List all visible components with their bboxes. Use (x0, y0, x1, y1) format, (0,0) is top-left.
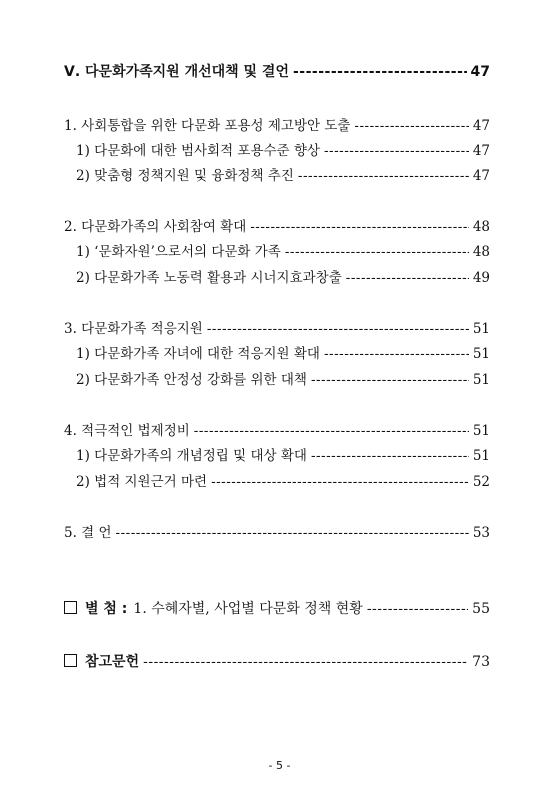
toc-subsection-3-2[interactable] (76, 371, 490, 389)
toc-entry-title: 2) 맞춤형 정책지원 및 융화정책 추진 (76, 168, 294, 184)
toc-entry-page: 51 (472, 372, 490, 388)
toc-subsection-2-1[interactable] (76, 243, 490, 261)
toc-entry-page: 47 (472, 118, 490, 134)
toc-entry-page: 51 (472, 321, 490, 337)
toc-subsection-2-2[interactable] (76, 269, 490, 287)
toc-subsection-1-1[interactable] (76, 142, 490, 160)
toc-entry-title: 2) 법적 지원근거 마련 (76, 474, 208, 490)
toc-chapter-title: Ⅴ. 다문화가족지원 개선대책 및 결언 (64, 64, 289, 80)
page-number: - 5 - (268, 759, 291, 772)
toc-entry-page: 47 (472, 168, 490, 184)
toc-leader (143, 653, 468, 671)
toc-leader (116, 524, 469, 542)
toc-entry-title: 4. 적극적인 법제정비 (64, 423, 190, 439)
references-page: 73 (472, 654, 490, 670)
appendix-label: 별 첨 : (85, 601, 128, 617)
toc-entry-page: 52 (472, 474, 490, 490)
toc-entry-title: 3. 다문화가족 적응지원 (64, 321, 203, 337)
toc-section-2[interactable] (64, 218, 490, 236)
toc-entry-page: 48 (472, 244, 490, 260)
toc-subsection-3-1[interactable] (76, 345, 490, 363)
toc-leader (250, 218, 469, 236)
toc-entry-title: 1) 다문화가족의 개념정립 및 대상 확대 (76, 448, 307, 464)
toc-appendix[interactable] (64, 600, 490, 618)
toc-leader (311, 371, 469, 389)
toc-leader (194, 422, 469, 440)
toc-entry-page: 51 (472, 346, 490, 362)
toc-leader (346, 269, 469, 287)
toc-leader (207, 320, 469, 338)
toc-leader (211, 473, 469, 491)
toc-entry-page: 51 (472, 423, 490, 439)
toc-subsection-4-1[interactable] (76, 447, 490, 465)
toc-leader (298, 167, 469, 185)
appendix-title: 1. 수혜자별, 사업별 다문화 정책 현황 (133, 601, 363, 617)
toc-entry-title: 2) 다문화가족 노동력 활용과 시너지효과창출 (76, 270, 342, 286)
toc-leader (311, 447, 469, 465)
references-label: 참고문헌 (85, 654, 140, 670)
toc-entry-page: 51 (472, 448, 490, 464)
toc-leader (367, 600, 468, 618)
toc-entry-title: 1) ‘문화자원’으로서의 다문화 가족 (76, 244, 281, 260)
toc-leader (354, 117, 468, 135)
toc-entry-page: 49 (472, 270, 490, 286)
toc-section-4[interactable] (64, 422, 490, 440)
toc-entry-page: 48 (472, 219, 490, 235)
toc-chapter-page: 47 (470, 64, 490, 80)
toc-section-1[interactable] (64, 117, 490, 135)
toc-entry-title: 1) 다문화가족 자녀에 대한 적응지원 확대 (76, 346, 320, 362)
toc-leader (324, 142, 469, 160)
toc-references[interactable] (64, 653, 490, 671)
toc-entry-title: 2. 다문화가족의 사회참여 확대 (64, 219, 247, 235)
toc-entry-title: 5. 결 언 (64, 525, 112, 541)
toc-entry-page: 53 (472, 525, 490, 541)
toc-entry-title: 2) 다문화가족 안정성 강화를 위한 대책 (76, 372, 307, 388)
toc-entry-title: 1. 사회통합을 위한 다문화 포용성 제고방안 도출 (64, 118, 351, 134)
toc-chapter[interactable] (64, 63, 490, 81)
toc-section-5[interactable] (64, 524, 490, 542)
toc-leader (285, 243, 469, 261)
toc-entry-page: 47 (472, 143, 490, 159)
toc-entry-title: 1) 다문화에 대한 범사회적 포용수준 향상 (76, 143, 320, 159)
toc-subsection-4-2[interactable] (76, 473, 490, 491)
square-bullet-icon (64, 654, 77, 667)
square-bullet-icon (64, 601, 77, 614)
toc-leader (324, 345, 469, 363)
toc-leader (293, 63, 467, 81)
appendix-page: 55 (472, 601, 490, 617)
toc-section-3[interactable] (64, 320, 490, 338)
toc-subsection-1-2[interactable] (76, 167, 490, 185)
